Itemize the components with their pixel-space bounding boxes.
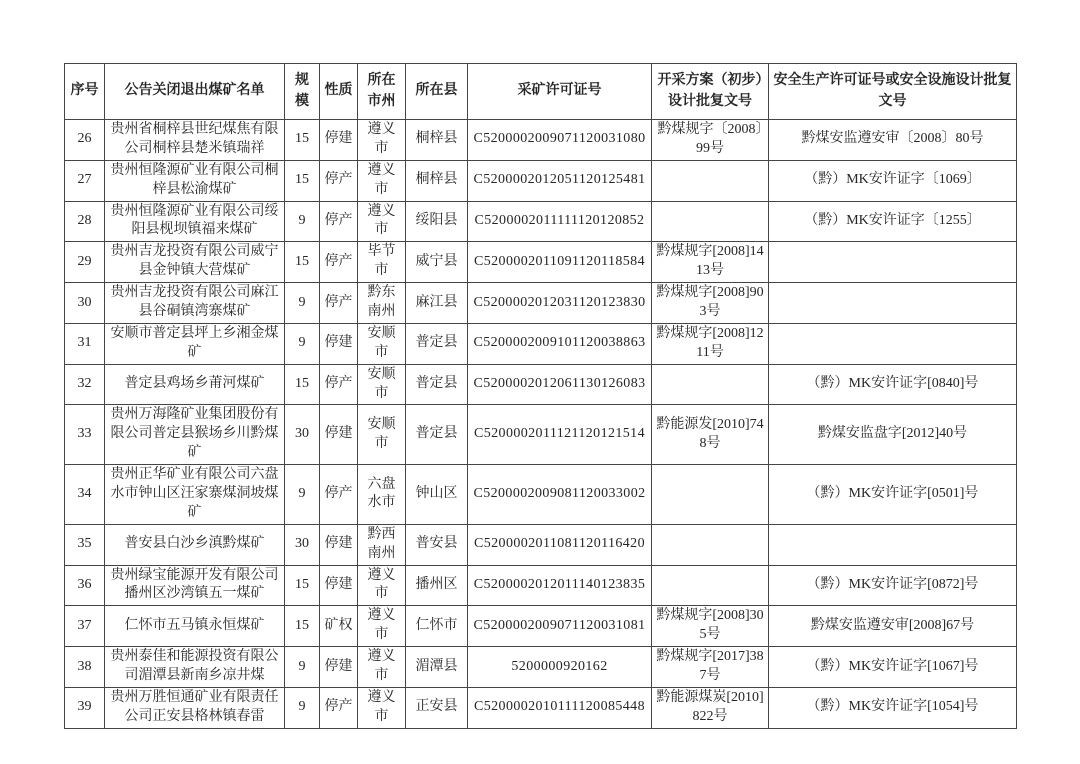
cell-county: 普定县 — [406, 364, 468, 405]
cell-scale: 30 — [285, 524, 320, 565]
cell-nature: 停建 — [320, 565, 358, 606]
cell-scale: 15 — [285, 120, 320, 161]
cell-city: 遵义市 — [358, 565, 406, 606]
cell-license: C5200002012061130126083 — [468, 364, 652, 405]
cell-license: C5200002009071120031080 — [468, 120, 652, 161]
cell-safety: （黔）MK安许证字[0840]号 — [769, 364, 1017, 405]
header-cell-safety: 安全生产许可证号或安全设施设计批复文号 — [769, 64, 1017, 120]
header-cell-plan: 开采方案（初步）设计批复文号 — [652, 64, 769, 120]
table-row — [65, 647, 1017, 688]
cell-name: 贵州恒隆源矿业有限公司绥阳县枧坝镇福来煤矿 — [105, 201, 285, 242]
cell-scale: 9 — [285, 465, 320, 525]
cell-nature: 停产 — [320, 364, 358, 405]
cell-no: 31 — [65, 323, 105, 364]
cell-city: 遵义市 — [358, 606, 406, 647]
cell-license: C5200002009081120033002 — [468, 465, 652, 525]
cell-county: 湄潭县 — [406, 647, 468, 688]
cell-plan: 黔能源煤炭[2010]822号 — [652, 687, 769, 728]
cell-safety: （黔）MK安许证字[1067]号 — [769, 647, 1017, 688]
header-cell-scale: 规模 — [285, 64, 320, 120]
cell-scale: 15 — [285, 242, 320, 283]
cell-plan — [652, 160, 769, 201]
cell-no: 33 — [65, 405, 105, 465]
cell-plan: 黔能源发[2010]748号 — [652, 405, 769, 465]
table-row — [65, 524, 1017, 565]
table-row — [65, 405, 1017, 465]
cell-no: 32 — [65, 364, 105, 405]
cell-scale: 9 — [285, 283, 320, 324]
cell-county: 威宁县 — [406, 242, 468, 283]
cell-nature: 停产 — [320, 160, 358, 201]
cell-license: C5200002009071120031081 — [468, 606, 652, 647]
header-cell-county: 所在县 — [406, 64, 468, 120]
cell-safety — [769, 242, 1017, 283]
cell-name: 普定县鸡场乡莆河煤矿 — [105, 364, 285, 405]
cell-county: 普安县 — [406, 524, 468, 565]
table-body — [65, 120, 1017, 729]
cell-no: 30 — [65, 283, 105, 324]
cell-license: C5200002011091120118584 — [468, 242, 652, 283]
table-row — [65, 687, 1017, 728]
cell-name: 贵州万海隆矿业集团股份有限公司普定县猴场乡川黔煤矿 — [105, 405, 285, 465]
cell-scale: 30 — [285, 405, 320, 465]
table-row — [65, 283, 1017, 324]
cell-scale: 15 — [285, 160, 320, 201]
cell-county: 绥阳县 — [406, 201, 468, 242]
cell-county: 普定县 — [406, 405, 468, 465]
cell-plan: 黔煤规字[2008]1211号 — [652, 323, 769, 364]
cell-plan — [652, 524, 769, 565]
cell-safety: （黔）MK安许证字[0872]号 — [769, 565, 1017, 606]
header-cell-city: 所在市州 — [358, 64, 406, 120]
table-row — [65, 160, 1017, 201]
cell-license: C5200002011121120121514 — [468, 405, 652, 465]
cell-scale: 9 — [285, 201, 320, 242]
cell-safety: （黔）MK安许证字〔1255〕 — [769, 201, 1017, 242]
cell-no: 27 — [65, 160, 105, 201]
cell-plan: 黔煤规字[2008]903号 — [652, 283, 769, 324]
cell-city: 六盘水市 — [358, 465, 406, 525]
cell-county: 钟山区 — [406, 465, 468, 525]
cell-plan: 黔煤规字[2008]1413号 — [652, 242, 769, 283]
table-header-row — [65, 64, 1017, 120]
cell-no: 28 — [65, 201, 105, 242]
cell-no: 26 — [65, 120, 105, 161]
cell-city: 安顺市 — [358, 405, 406, 465]
cell-plan: 黔煤规字[2008]305号 — [652, 606, 769, 647]
cell-scale: 15 — [285, 364, 320, 405]
cell-no: 29 — [65, 242, 105, 283]
cell-safety — [769, 524, 1017, 565]
cell-scale: 9 — [285, 647, 320, 688]
cell-county: 仁怀市 — [406, 606, 468, 647]
cell-city: 安顺市 — [358, 364, 406, 405]
cell-plan: 黔煤规字[2017]387号 — [652, 647, 769, 688]
cell-safety: 黔煤安监盘字[2012]40号 — [769, 405, 1017, 465]
table-row — [65, 323, 1017, 364]
cell-license: C5200002012031120123830 — [468, 283, 652, 324]
cell-county: 播州区 — [406, 565, 468, 606]
table-row — [65, 201, 1017, 242]
cell-city: 黔西南州 — [358, 524, 406, 565]
table-row — [65, 120, 1017, 161]
cell-name: 贵州恒隆源矿业有限公司桐梓县松渝煤矿 — [105, 160, 285, 201]
cell-city: 遵义市 — [358, 201, 406, 242]
cell-plan — [652, 465, 769, 525]
table-row — [65, 565, 1017, 606]
cell-scale: 15 — [285, 606, 320, 647]
cell-nature: 停产 — [320, 201, 358, 242]
cell-no: 39 — [65, 687, 105, 728]
cell-nature: 停建 — [320, 405, 358, 465]
cell-safety — [769, 323, 1017, 364]
cell-license: C5200002009101120038863 — [468, 323, 652, 364]
cell-name: 贵州万胜恒通矿业有限责任公司正安县格林镇春雷 — [105, 687, 285, 728]
cell-city: 毕节市 — [358, 242, 406, 283]
cell-safety: （黔）MK安许证字〔1069〕 — [769, 160, 1017, 201]
cell-nature: 停产 — [320, 283, 358, 324]
cell-county: 正安县 — [406, 687, 468, 728]
cell-county: 麻江县 — [406, 283, 468, 324]
cell-license: 5200000920162 — [468, 647, 652, 688]
header-cell-name: 公告关闭退出煤矿名单 — [105, 64, 285, 120]
cell-name: 贵州省桐梓县世纪煤焦有限公司桐梓县楚米镇瑞祥 — [105, 120, 285, 161]
cell-license: C5200002010111120085448 — [468, 687, 652, 728]
cell-safety: （黔）MK安许证字[0501]号 — [769, 465, 1017, 525]
cell-nature: 矿权 — [320, 606, 358, 647]
cell-county: 桐梓县 — [406, 120, 468, 161]
cell-name: 贵州泰佳和能源投资有限公司湄潭县新南乡凉井煤 — [105, 647, 285, 688]
cell-no: 37 — [65, 606, 105, 647]
closed-coal-mine-table — [64, 63, 1017, 729]
cell-plan — [652, 565, 769, 606]
cell-safety: （黔）MK安许证字[1054]号 — [769, 687, 1017, 728]
cell-license: C5200002011081120116420 — [468, 524, 652, 565]
cell-license: C5200002012051120125481 — [468, 160, 652, 201]
cell-license: C5200002012011140123835 — [468, 565, 652, 606]
cell-city: 遵义市 — [358, 160, 406, 201]
cell-safety: 黔煤安监遵安审[2008]67号 — [769, 606, 1017, 647]
cell-name: 贵州绿宝能源开发有限公司播州区沙湾镇五一煤矿 — [105, 565, 285, 606]
cell-scale: 9 — [285, 323, 320, 364]
cell-no: 36 — [65, 565, 105, 606]
cell-city: 遵义市 — [358, 647, 406, 688]
cell-city: 安顺市 — [358, 323, 406, 364]
cell-nature: 停建 — [320, 120, 358, 161]
cell-scale: 9 — [285, 687, 320, 728]
cell-county: 普定县 — [406, 323, 468, 364]
cell-scale: 15 — [285, 565, 320, 606]
cell-nature: 停产 — [320, 687, 358, 728]
cell-county: 桐梓县 — [406, 160, 468, 201]
table-row — [65, 606, 1017, 647]
cell-name: 贵州正华矿业有限公司六盘水市钟山区汪家寨煤洞坡煤矿 — [105, 465, 285, 525]
cell-name: 仁怀市五马镇永恒煤矿 — [105, 606, 285, 647]
cell-safety: 黔煤安监遵安审〔2008〕80号 — [769, 120, 1017, 161]
cell-name: 普安县白沙乡滇黔煤矿 — [105, 524, 285, 565]
cell-nature: 停建 — [320, 524, 358, 565]
cell-nature: 停建 — [320, 647, 358, 688]
cell-city: 遵义市 — [358, 120, 406, 161]
cell-plan: 黔煤规字〔2008〕99号 — [652, 120, 769, 161]
cell-safety — [769, 283, 1017, 324]
cell-city: 遵义市 — [358, 687, 406, 728]
cell-license: C5200002011111120120852 — [468, 201, 652, 242]
cell-no: 38 — [65, 647, 105, 688]
table-row — [65, 364, 1017, 405]
cell-nature: 停产 — [320, 465, 358, 525]
table-row — [65, 242, 1017, 283]
cell-name: 贵州吉龙投资有限公司威宁县金钟镇大营煤矿 — [105, 242, 285, 283]
cell-no: 35 — [65, 524, 105, 565]
cell-city: 黔东南州 — [358, 283, 406, 324]
header-cell-license: 采矿许可证号 — [468, 64, 652, 120]
table-row — [65, 465, 1017, 525]
cell-no: 34 — [65, 465, 105, 525]
cell-plan — [652, 364, 769, 405]
header-cell-no: 序号 — [65, 64, 105, 120]
cell-nature: 停建 — [320, 323, 358, 364]
cell-plan — [652, 201, 769, 242]
cell-nature: 停产 — [320, 242, 358, 283]
cell-name: 贵州吉龙投资有限公司麻江县谷硐镇湾寨煤矿 — [105, 283, 285, 324]
cell-name: 安顺市普定县坪上乡湘金煤矿 — [105, 323, 285, 364]
header-cell-nature: 性质 — [320, 64, 358, 120]
